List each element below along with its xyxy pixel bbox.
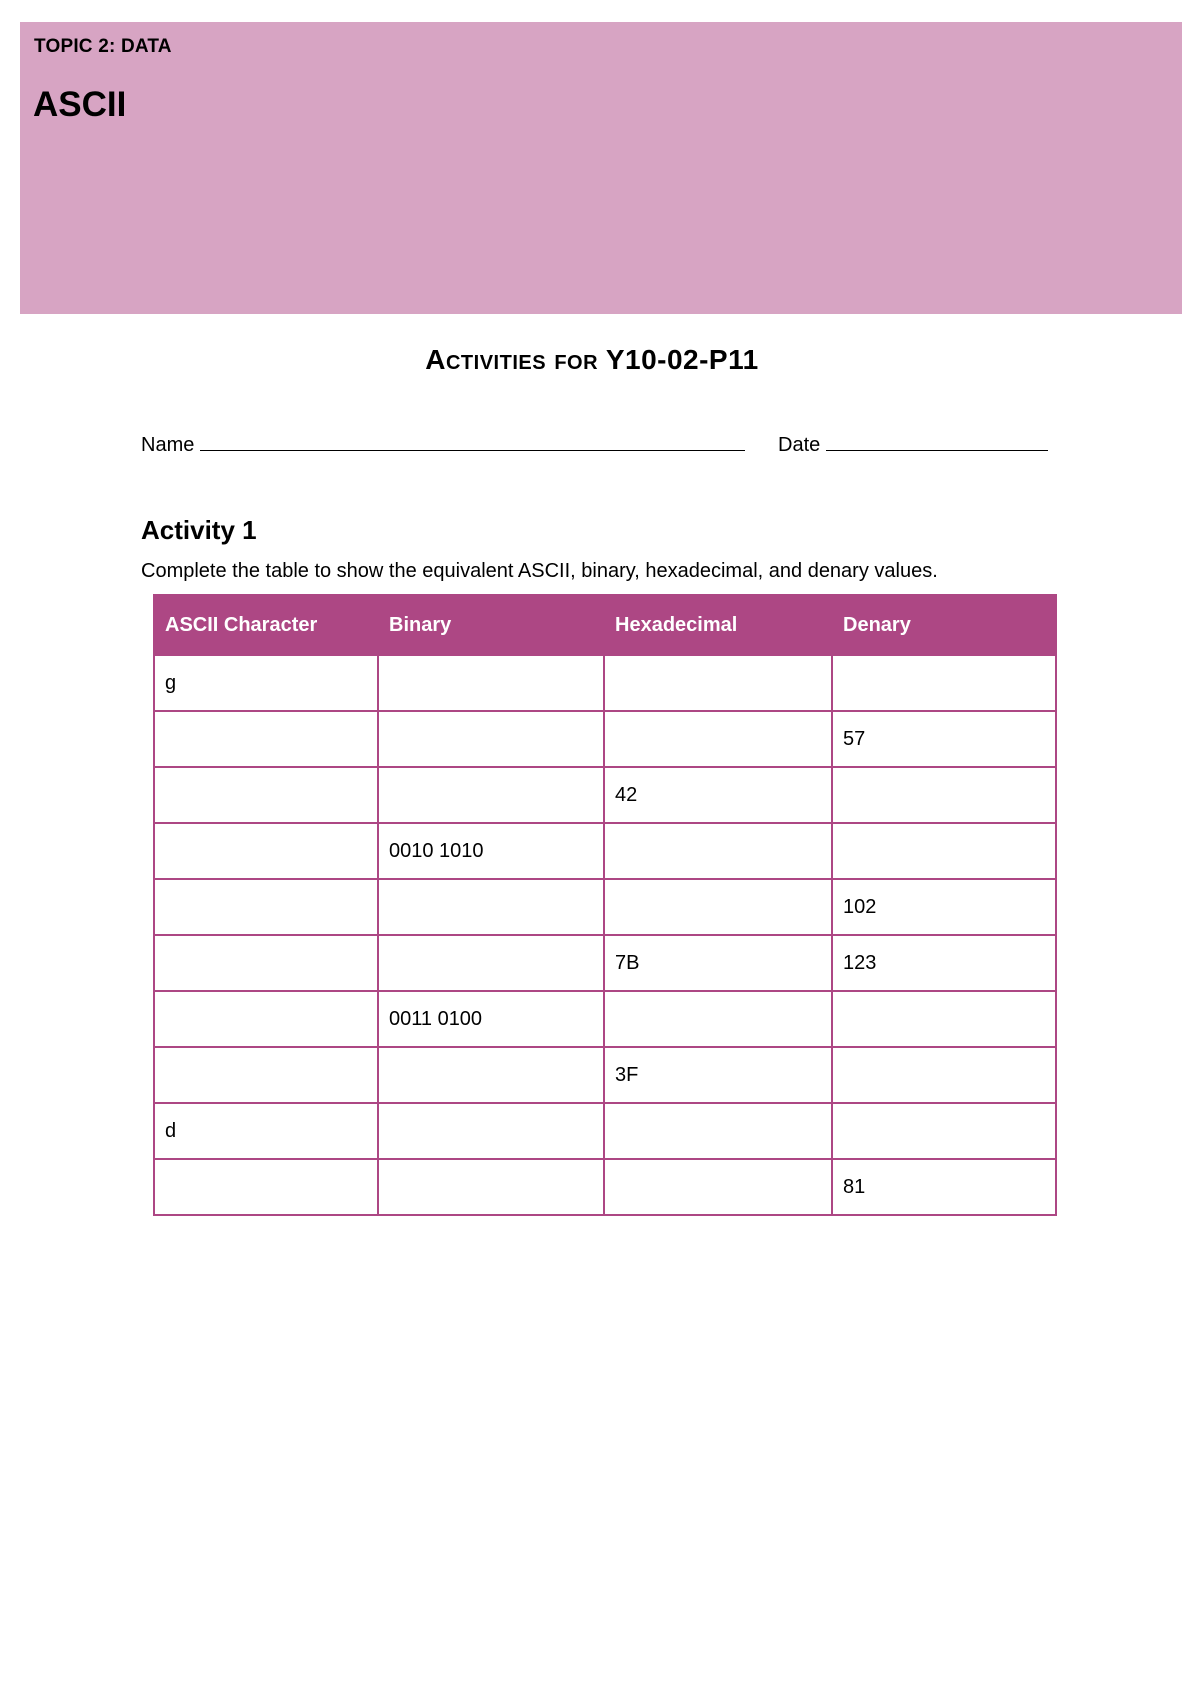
table-row <box>154 991 1056 1047</box>
table-cell[interactable] <box>604 711 832 767</box>
table-cell[interactable] <box>832 1047 1056 1103</box>
table-cell[interactable] <box>154 1159 378 1215</box>
date-label: Date <box>778 434 821 456</box>
table-row <box>154 1159 1056 1215</box>
table-cell[interactable] <box>604 991 832 1047</box>
header-ascii-character: ASCII Character <box>154 595 378 655</box>
table-cell[interactable]: 123 <box>832 935 1056 991</box>
table-cell[interactable] <box>604 655 832 711</box>
table-cell[interactable] <box>378 1159 604 1215</box>
table-row <box>154 655 1056 711</box>
table-cell[interactable] <box>154 823 378 879</box>
table-cell[interactable]: 42 <box>604 767 832 823</box>
table-row <box>154 767 1056 823</box>
table-cell[interactable] <box>154 879 378 935</box>
activity-title: Activity 1 <box>141 515 257 545</box>
table-cell[interactable] <box>604 1103 832 1159</box>
table-cell[interactable] <box>378 711 604 767</box>
table-row <box>154 1047 1056 1103</box>
table-cell[interactable]: 0011 0100 <box>378 991 604 1047</box>
header-hexadecimal: Hexadecimal <box>604 595 832 655</box>
table-cell[interactable] <box>604 1159 832 1215</box>
page-title: ASCII <box>33 85 127 124</box>
activity-instruction: Complete the table to show the equivalent ASCII, binary, hexadecimal, and denary values. <box>141 560 938 582</box>
table-cell[interactable] <box>378 1103 604 1159</box>
table-header-row <box>154 595 1056 655</box>
name-date-line <box>141 432 1048 457</box>
table-row <box>154 879 1056 935</box>
date-field[interactable] <box>826 432 1048 451</box>
name-label: Name <box>141 434 195 456</box>
table-cell[interactable]: g <box>154 655 378 711</box>
table-row <box>154 823 1056 879</box>
table-row <box>154 1103 1056 1159</box>
header-binary: Binary <box>378 595 604 655</box>
table-cell[interactable]: 7B <box>604 935 832 991</box>
table-cell[interactable]: 81 <box>832 1159 1056 1215</box>
table-cell[interactable] <box>604 879 832 935</box>
table-cell[interactable] <box>832 991 1056 1047</box>
topic-banner <box>20 22 1182 314</box>
table-cell[interactable] <box>154 711 378 767</box>
table-row <box>154 935 1056 991</box>
table-cell[interactable] <box>832 1103 1056 1159</box>
topic-label: TOPIC 2: DATA <box>34 36 172 57</box>
table-cell[interactable] <box>378 1047 604 1103</box>
table-cell[interactable] <box>154 935 378 991</box>
table-cell[interactable]: 57 <box>832 711 1056 767</box>
table-cell[interactable] <box>604 823 832 879</box>
table-cell[interactable] <box>154 767 378 823</box>
name-field[interactable] <box>200 432 745 451</box>
table-cell[interactable] <box>378 935 604 991</box>
activities-heading: Activities for Y10-02-P11 <box>425 344 759 375</box>
header-denary: Denary <box>832 595 1056 655</box>
table-cell[interactable]: 3F <box>604 1047 832 1103</box>
table-cell[interactable] <box>378 655 604 711</box>
table-cell[interactable] <box>832 767 1056 823</box>
table-cell[interactable] <box>378 879 604 935</box>
table-cell[interactable]: 0010 1010 <box>378 823 604 879</box>
table-cell[interactable] <box>154 991 378 1047</box>
table-row <box>154 711 1056 767</box>
table-cell[interactable] <box>832 823 1056 879</box>
table-cell[interactable] <box>154 1047 378 1103</box>
table-cell[interactable] <box>378 767 604 823</box>
conversion-table <box>153 594 1057 1216</box>
table-cell[interactable]: 102 <box>832 879 1056 935</box>
table-cell[interactable] <box>832 655 1056 711</box>
table-cell[interactable]: d <box>154 1103 378 1159</box>
